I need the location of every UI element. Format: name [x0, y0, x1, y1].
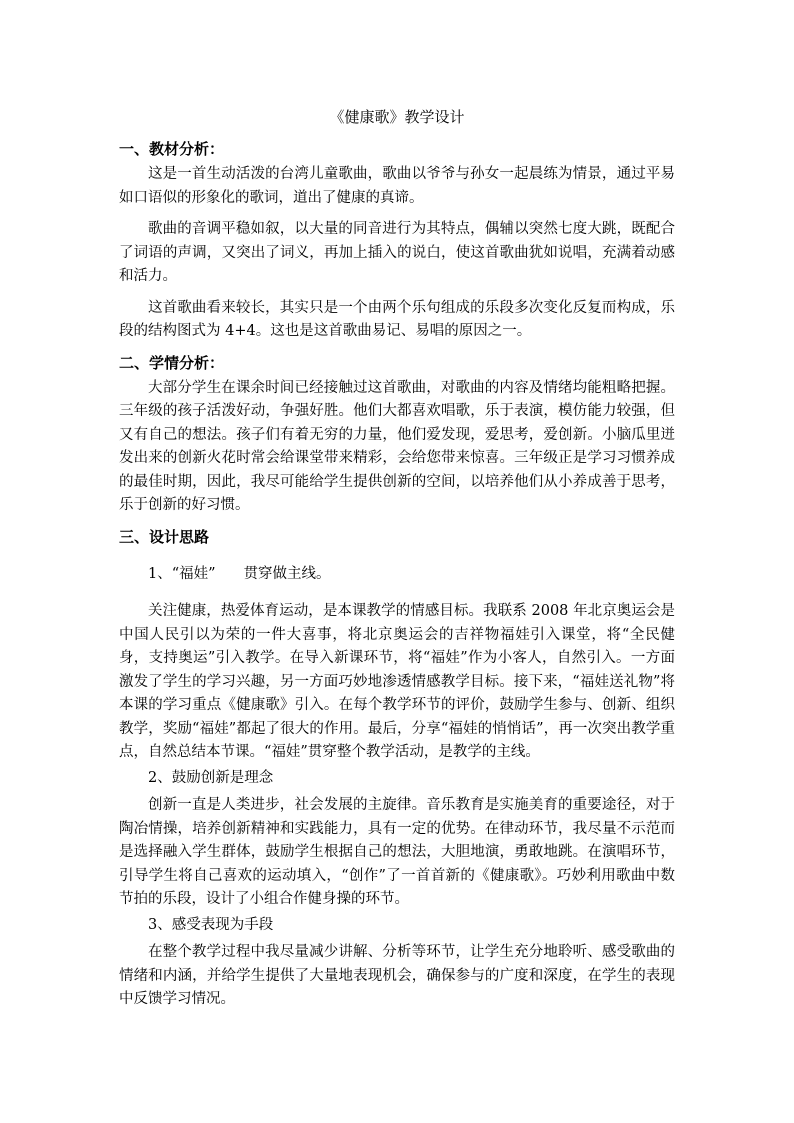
- paragraph: 创新一直是人类进步，社会发展的主旋律。音乐教育是实施美育的重要途径，对于陶冶情操，培养创新精神和实践能力，具有一定的优势。在律动环节，我尽量不示范而是选择融入学生群体，鼓励学生根据自己的想法，大胆地演，勇敢地跳。在演唱环节，引导学生将自己喜欢的运动填入，“创作”了一首首新的《健康歌》。巧妙利用歌曲中数节拍的乐段，设计了小组合作健身操的环节。: [119, 797, 675, 907]
- section-heading-textbook-analysis: 一、教材分析：: [119, 140, 225, 158]
- section-heading-design-ideas: 三、设计思路: [119, 527, 210, 546]
- paragraph: 这首歌曲看来较长，其实只是一个由两个乐句组成的乐段多次变化反复而构成，乐段的结构图式为 4+4。这也是这首歌曲易记、易唱的原因之一。: [119, 299, 675, 339]
- subheading-fuwa: [119, 563, 675, 587]
- document-page: [119, 104, 675, 1014]
- paragraph: 在整个教学过程中我尽量减少讲解、分析等环节，让学生充分地聆听、感受歌曲的情绪和内涵，并给学生提供了大量地表现机会，确保参与的广度和深度，在学生的表现中反馈学习情况。: [119, 944, 675, 1007]
- paragraph: 大部分学生在课余时间已经接触过这首歌曲，对歌曲的内容及情绪均能粗略把握。三年级的孩子活泼好动，争强好胜。他们大都喜欢唱歌，乐于表演，模仿能力较强，但又有自己的想法。孩子们有着无穷的力量，他们爱发现，爱思考，爱创新。小脑瓜里迸发出来的创新火花时常会给课堂带来精彩，会给您带来惊喜。三年级正是学习习惯养成的最佳时期，因此，我尽可能给学生提供创新的空间，以培养他们从小养成善于思考，乐于创新的好习惯。: [119, 379, 675, 513]
- section-heading-student-analysis: 二、学情分析：: [119, 353, 225, 372]
- paragraph: 关注健康，热爱体育运动，是本课教学的情感目标。我联系 2008 年北京奥运会是中国人民引以为荣的一件大喜事，将北京奥运会的吉祥物福娃引入课堂，将“全民健身，支持奥运”引入教学。在导入新课环节，将“福娃”作为小客人，自然引入。一方面激发了学生的学习兴趣，另一方面巧妙地渗透情感教学目标。接下来，“福娃送礼物”将本课的学习重点《健康歌》引入。在每个教学环节的评价，鼓励学生参与、创新、组织教学，奖励“福娃”都起了很大的作用。最后，分享“福娃的悄悄话”，再一次突出教学重点，自然总结本节课。“福娃”贯穿整个教学活动，是教学的主线。: [119, 603, 675, 760]
- paragraph: 歌曲的音调平稳如叙，以大量的同音进行为其特点，偶辅以突然七度大跳，既配合了词语的声调，又突出了词义，再加上插入的说白，使这首歌曲犹如说唱，充满着动感和活力。: [119, 221, 675, 284]
- subheading-fuwa-b: 贯穿做主线。: [243, 565, 331, 582]
- paragraph: 这是一首生动活泼的台湾儿童歌曲，歌曲以爷爷与孙女一起晨练为情景，通过平易如口语似的形象化的歌词，道出了健康的真谛。: [119, 166, 675, 206]
- subheading-expression: 3、感受表现为手段: [148, 916, 274, 933]
- document-title: 《健康歌》教学设计: [329, 108, 465, 126]
- subheading-innovation: 2、鼓励创新是理念: [148, 769, 274, 786]
- subheading-fuwa-a: 1、“福娃”: [148, 565, 216, 582]
